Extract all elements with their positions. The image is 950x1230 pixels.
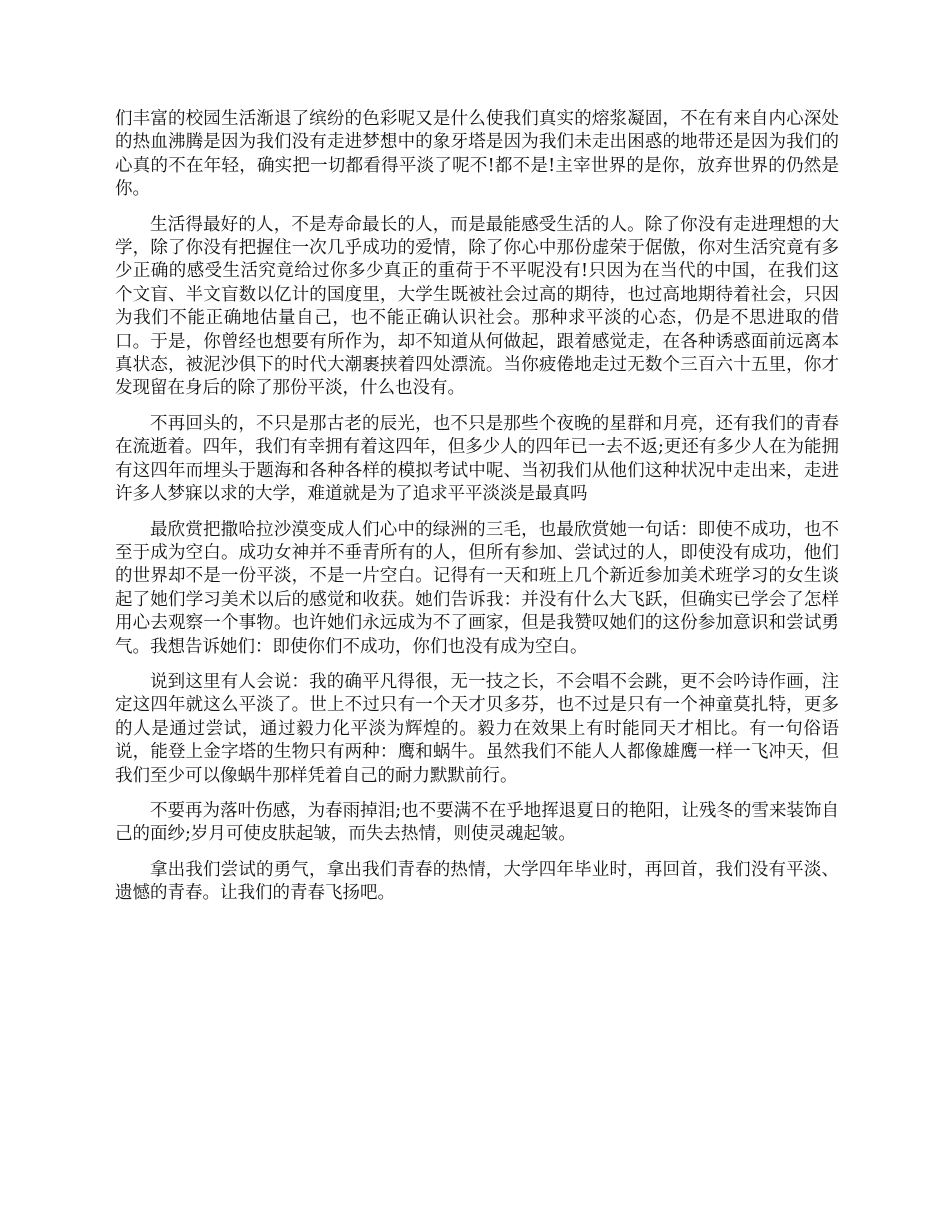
paragraph-1: 们丰富的校园生活渐退了缤纷的色彩呢又是什么使我们真实的熔浆凝固，不在有来自内心深处的热血沸腾是因为我们没有走进梦想中的象牙塔是因为我们未走出困惑的地带还是因为我们的心真的不在年轻，确实把一切都看得平淡了呢不!都不是!主宰世界的是你，放弃世界的仍然是你。 xyxy=(115,109,839,200)
paragraph-4: 最欣赏把撒哈拉沙漠变成人们心中的绿洲的三毛，也最欣赏她一句话：即使不成功，也不至于成为空白。成功女神并不垂青所有的人，但所有参加、尝试过的人，即使没有成功，他们的世界却不是一份平淡，不是一片空白。记得有一天和班上几个新近参加美术班学习的女生谈起了她们学习美术以后的感觉和收获。她们告诉我：并没有什么大飞跃，但确实已学会了怎样用心去观察一个事物。也许她们永远成为不了画家，但是我赞叹她们的这份参加意识和尝试勇气。我想告诉她们：即使你们不成功，你们也没有成为空白。 xyxy=(115,519,839,657)
paragraph-6: 不要再为落叶伤感，为春雨掉泪;也不要满不在乎地挥退夏日的艳阳，让残冬的雪来装饰自己的面纱;岁月可使皮肤起皱，而失去热情，则使灵魂起皱。 xyxy=(115,800,839,845)
paragraph-2: 生活得最好的人，不是寿命最长的人，而是最能感受生活的人。除了你没有走进理想的大学，除了你没有把握住一次几乎成功的爱情，除了你心中那份虚荣于倨傲，你对生活究竟有多少正确的感受生活究竟给过你多少真正的重荷于不平呢没有!只因为在当代的中国，在我们这个文盲、半文盲数以亿计的国度里，大学生既被社会过高的期待，也过高地期待着社会，只因为我们不能正确地估量自己，也不能正确认识社会。那种求平淡的心态，仍是不思进取的借口。于是，你曾经也想要有所作为，却不知道从何做起，跟着感觉走，在各种诱惑面前远离本真状态，被泥沙俱下的时代大潮裹挟着四处漂流。当你疲倦地走过无数个三百六十五里，你才发现留在身后的除了那份平淡，什么也没有。 xyxy=(115,214,839,399)
paragraph-7: 拿出我们尝试的勇气，拿出我们青春的热情，大学四年毕业时，再回首，我们没有平淡、遗憾的青春。让我们的青春飞扬吧。 xyxy=(115,859,839,904)
paragraph-3: 不再回头的，不只是那古老的辰光，也不只是那些个夜晚的星群和月亮，还有我们的青春在流逝着。四年，我们有幸拥有着这四年，但多少人的四年已一去不返;更还有多少人在为能拥有这四年而埋头于题海和各种各样的模拟考试中呢、当初我们从他们这种状况中走出来，走进许多人梦寐以求的大学，难道就是为了追求平平淡淡是最真吗 xyxy=(115,413,839,505)
paragraph-5: 说到这里有人会说：我的确平凡得很，无一技之长，不会唱不会跳，更不会吟诗作画，注定这四年就这么平淡了。世上不过只有一个天才贝多芬，也不过是只有一个神童莫扎特，更多的人是通过尝试，通过毅力化平淡为辉煌的。毅力在效果上有时能同天才相比。有一句俗语说，能登上金字塔的生物只有两种：鹰和蜗牛。虽然我们不能人人都像雄鹰一样一飞冲天，但我们至少可以像蜗牛那样凭着自己的耐力默默前行。 xyxy=(115,671,839,786)
document-page xyxy=(115,108,839,918)
